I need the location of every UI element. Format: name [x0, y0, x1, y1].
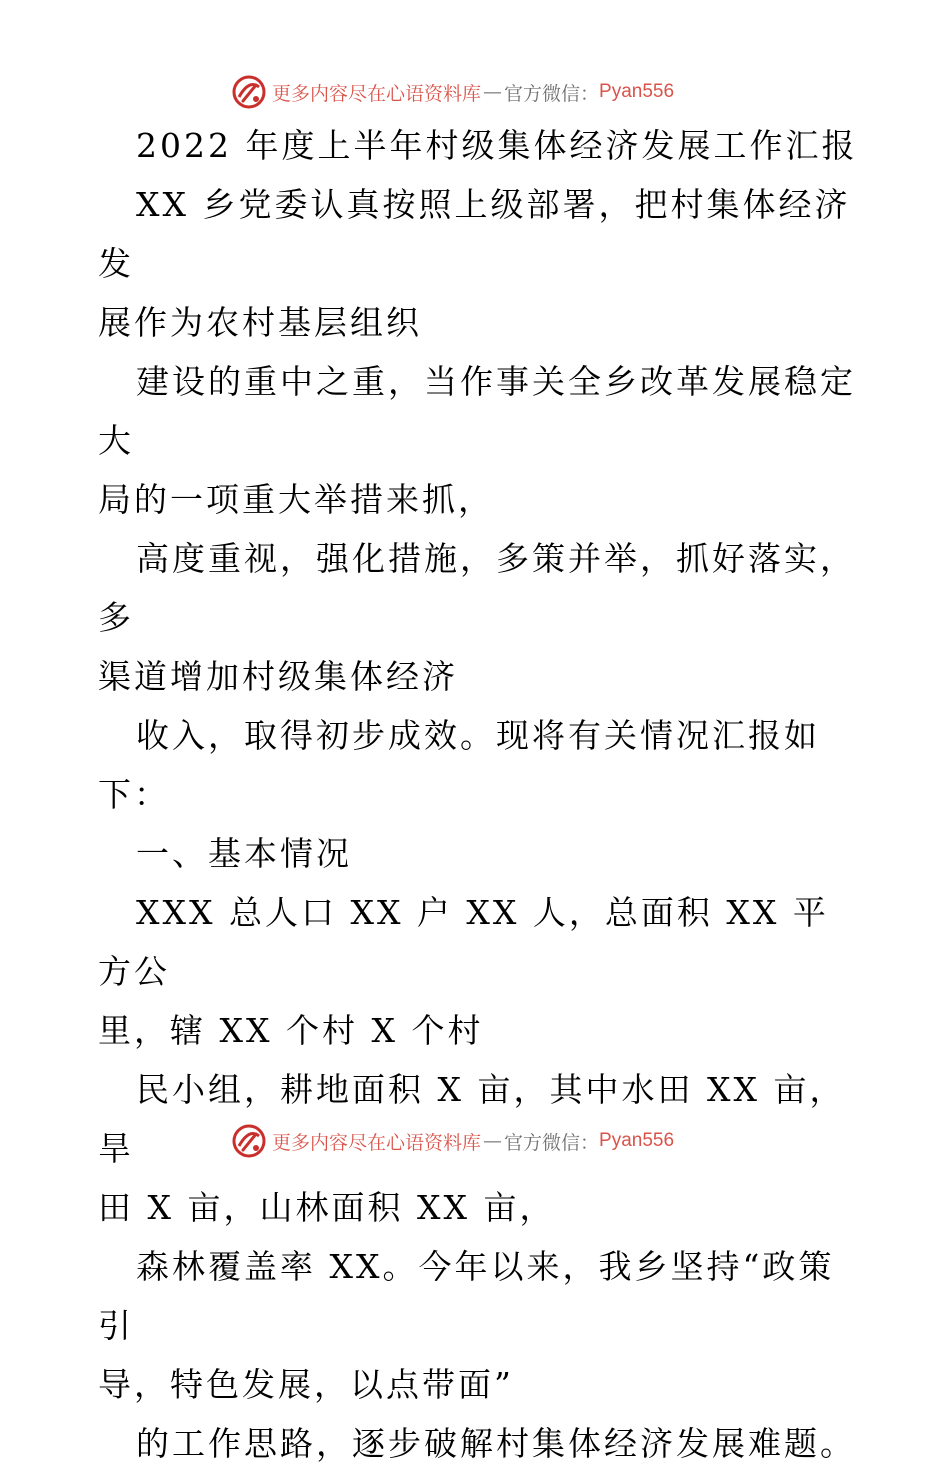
wechat-label: 官方微信： — [504, 82, 600, 105]
brand-logo-icon — [232, 1124, 266, 1158]
wechat-id: Pyan556 — [599, 81, 675, 102]
paragraph-line: 里，辖 XX 个村 X 个村 — [98, 1011, 484, 1050]
paragraph-line: XXX 总人口 XX 户 XX 人，总面积 XX 平方公 — [98, 893, 829, 991]
watermark-banner-bottom — [232, 1123, 674, 1159]
paragraph-line: 民小组，耕地面积 X 亩，其中水田 XX 亩，旱 — [98, 1070, 846, 1168]
paragraph-line: XX 乡党委认真按照上级部署，把村集体经济发 — [98, 185, 851, 283]
document-body — [98, 116, 858, 1473]
paragraph-line: 田 X 亩，山林面积 XX 亩， — [98, 1188, 556, 1227]
paragraph-line: 森林覆盖率 XX。今年以来，我乡坚持“政策引 — [98, 1247, 835, 1345]
paragraph-line: 建设的重中之重，当作事关全乡改革发展稳定大 — [98, 362, 856, 460]
watermark-text: 更多内容尽在心语资料库 — [272, 82, 482, 105]
section-heading: 一、基本情况 — [136, 834, 352, 873]
paragraph-line: 的工作思路，逐步破解村集体经济发展难题。 — [136, 1424, 856, 1463]
paragraph-line: 局的一项重大举措来抓， — [98, 480, 494, 519]
paragraph-line: 导，特色发展，以点带面” — [98, 1365, 514, 1404]
wechat-id: Pyan556 — [599, 1130, 675, 1151]
brand-logo-icon — [232, 75, 266, 109]
watermark-separator: — — [483, 1130, 503, 1152]
paragraph-line: 高度重视，强化措施，多策并举，抓好落实，多 — [98, 539, 856, 637]
document-title: 2022 年度上半年村级集体经济发展工作汇报 — [136, 126, 858, 165]
paragraph-line: 展作为农村基层组织 — [98, 303, 422, 342]
watermark-text: 更多内容尽在心语资料库 — [272, 1131, 482, 1154]
paragraph-line: 收入，取得初步成效。现将有关情况汇报如下： — [98, 716, 820, 814]
wechat-label: 官方微信： — [504, 1131, 600, 1154]
watermark-banner-top — [232, 74, 674, 110]
paragraph-line: 渠道增加村级集体经济 — [98, 657, 458, 696]
watermark-separator: — — [483, 81, 503, 103]
